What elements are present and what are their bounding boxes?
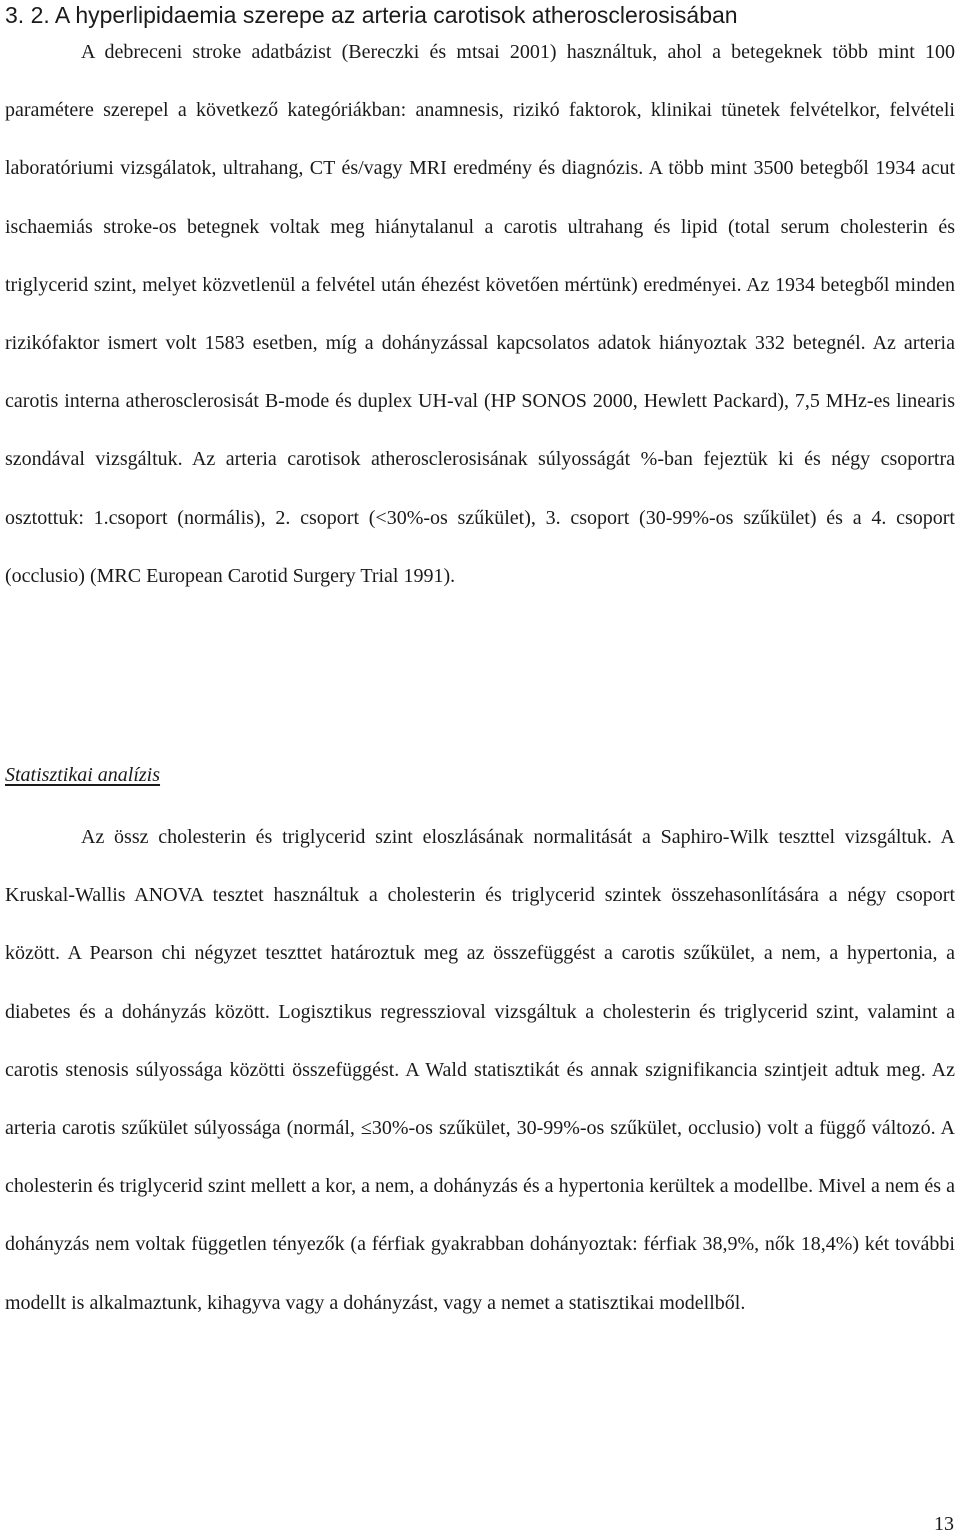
methods-paragraph-statistics: Az össz cholesterin és triglycerid szint eloszlásának normalitását a Saphiro-Wilk teszttel vizsgáltuk. A Kruskal-Wallis ANOVA tesztet használtuk a cholesterin és triglycerid szintek összehasonlítására a négy csoport között. A Pearson chi négyzet teszttet határoztuk meg az összefüggést a carotis szűkület, a nem, a hypertonia, a diabetes és a dohányzás között. Logisztikus regresszioval vizsgáltuk a cholesterin és triglycerid szint, valamint a carotis stenosis súlyossága közötti összefüggést. A Wald statisztikát és annak szignifikancia szintjeit adtuk meg. Az arteria carotis szűkület súlyossága (normál, ≤30%-os szűkület, 30-99%-os szűkület, occlusio) volt a függő változó. A cholesterin és triglycerid szint mellett a kor, a nem, a dohányzás és a hypertonia kerültek a modellbe. Mivel a nem és a dohányzás nem voltak független tényezők (a férfiak gyakrabban dohányoztak: férfiak 38,9%, nők 18,4%) két további modellt is alkalmaztunk, kihagyva vagy a dohányzást, vagy a nemet a statisztikai modellből. xyxy=(5,826,955,1314)
page-number: 13 xyxy=(934,1513,954,1535)
subheading-statistical-analysis: Statisztikai analízis xyxy=(5,764,161,786)
section-heading: 3. 2. A hyperlipidaemia szerepe az arteria carotisok atherosclerosisában xyxy=(5,2,738,28)
methods-paragraph-database: A debreceni stroke adatbázist (Bereczki és mtsai 2001) használtuk, ahol a betegeknek több mint 100 paramétere szerepel a következő kategóriákban: anamnesis, rizikó faktorok, klinikai tünetek felvételkor, felvételi laboratóriumi vizsgálatok, ultrahang, CT és/vagy MRI eredmény és diagnózis. A több mint 3500 betegből 1934 acut ischaemiás stroke-os betegnek voltak meg hiánytalanul a carotis ultrahang és lipid (total serum cholesterin és triglycerid szint, melyet közvetlenül a felvétel után éhezést követően mértünk) eredményei. Az 1934 betegből minden rizikófaktor ismert volt 1583 esetben, míg a dohányzással kapcsolatos adatok hiányoztak 332 betegnél. Az arteria carotis interna atherosclerosisát B-mode és duplex UH-val (HP SONOS 2000, Hewlett Packard), 7,5 MHz-es linearis szondával vizsgáltuk. Az arteria carotisok atherosclerosisának súlyosságát %-ban fejeztük ki és négy csoportra osztottuk: 1.csoport (normális), 2. csoport (<30%-os szűkület), 3. csoport (30-99%-os szűkület) és a 4. csoport (occlusio) (MRC European Carotid Surgery Trial 1991). xyxy=(5,41,955,587)
